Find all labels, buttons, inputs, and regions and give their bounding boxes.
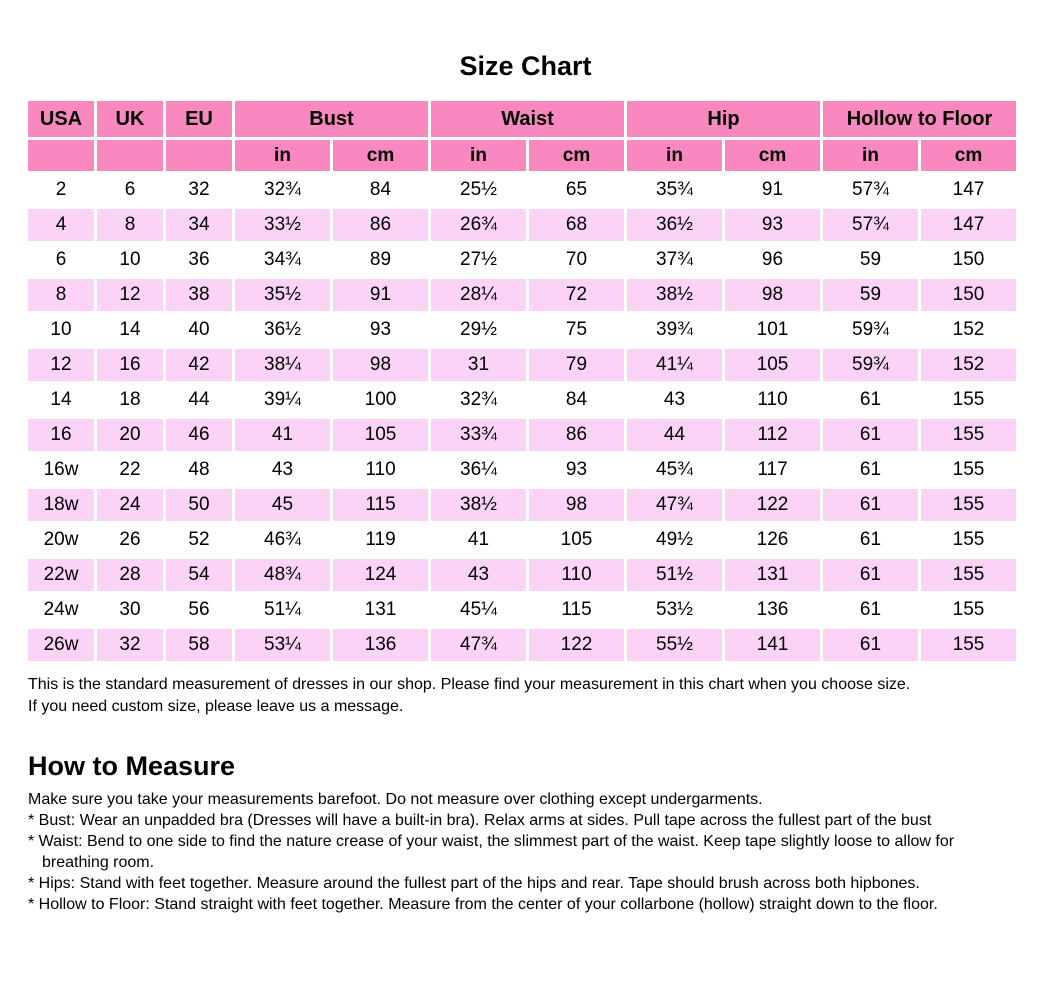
cell: 24w	[28, 594, 94, 626]
cell: 155	[921, 419, 1016, 451]
column-header-waist: Waist	[431, 101, 624, 137]
cell: 12	[97, 279, 163, 311]
cell: 122	[725, 489, 820, 521]
cell: 49½	[627, 524, 722, 556]
table-row	[28, 524, 1016, 556]
cell: 30	[97, 594, 163, 626]
cell: 57¾	[823, 174, 918, 206]
cell: 18	[97, 384, 163, 416]
cell: 51¼	[235, 594, 330, 626]
unit-header-cm: cm	[333, 140, 428, 171]
cell: 48¾	[235, 559, 330, 591]
cell: 115	[529, 594, 624, 626]
cell: 10	[28, 314, 94, 346]
cell: 12	[28, 349, 94, 381]
cell: 152	[921, 349, 1016, 381]
cell: 150	[921, 244, 1016, 276]
note-line-1: This is the standard measurement of dresses in our shop. Please find your measurement in this chart when you choose size.	[28, 676, 911, 693]
unit-header-row	[28, 140, 1016, 171]
cell: 47¾	[431, 629, 526, 661]
cell: 56	[166, 594, 232, 626]
size-table-body	[28, 174, 1016, 661]
cell: 27½	[431, 244, 526, 276]
cell: 41	[235, 419, 330, 451]
cell: 46	[166, 419, 232, 451]
unit-header-blank	[28, 140, 94, 171]
cell: 65	[529, 174, 624, 206]
table-row	[28, 489, 1016, 521]
cell: 31	[431, 349, 526, 381]
cell: 61	[823, 454, 918, 486]
cell: 126	[725, 524, 820, 556]
cell: 124	[333, 559, 428, 591]
cell: 55½	[627, 629, 722, 661]
cell: 41¼	[627, 349, 722, 381]
cell: 46¾	[235, 524, 330, 556]
table-row	[28, 629, 1016, 661]
cell: 44	[627, 419, 722, 451]
cell: 8	[28, 279, 94, 311]
table-row	[28, 349, 1016, 381]
cell: 35½	[235, 279, 330, 311]
cell: 6	[97, 174, 163, 206]
how-to-measure-heading: How to Measure	[28, 751, 236, 781]
cell: 14	[28, 384, 94, 416]
cell: 147	[921, 209, 1016, 241]
measure-bust-line: * Bust: Wear an unpadded bra (Dresses will have a built-in bra). Relax arms at sides. Pull tape across the fullest part of the bust	[28, 812, 932, 829]
cell: 86	[333, 209, 428, 241]
cell: 32¾	[431, 384, 526, 416]
cell: 98	[725, 279, 820, 311]
cell: 33¾	[431, 419, 526, 451]
cell: 36	[166, 244, 232, 276]
cell: 53¼	[235, 629, 330, 661]
cell: 16	[97, 349, 163, 381]
cell: 110	[725, 384, 820, 416]
unit-header-in: in	[823, 140, 918, 171]
note-line-2: If you need custom size, please leave us a message.	[28, 698, 404, 715]
cell: 105	[725, 349, 820, 381]
cell: 26¾	[431, 209, 526, 241]
column-header-eu: EU	[166, 101, 232, 137]
cell: 110	[333, 454, 428, 486]
unit-header-cm: cm	[725, 140, 820, 171]
cell: 35¾	[627, 174, 722, 206]
cell: 41	[431, 524, 526, 556]
cell: 59	[823, 279, 918, 311]
notes-section	[28, 674, 1023, 718]
cell: 155	[921, 594, 1016, 626]
cell: 50	[166, 489, 232, 521]
cell: 98	[333, 349, 428, 381]
cell: 32	[97, 629, 163, 661]
cell: 43	[431, 559, 526, 591]
cell: 8	[97, 209, 163, 241]
cell: 36½	[627, 209, 722, 241]
cell: 22	[97, 454, 163, 486]
unit-header-in: in	[627, 140, 722, 171]
cell: 105	[529, 524, 624, 556]
cell: 61	[823, 594, 918, 626]
column-header-hip: Hip	[627, 101, 820, 137]
cell: 24	[97, 489, 163, 521]
cell: 122	[529, 629, 624, 661]
cell: 59¾	[823, 314, 918, 346]
cell: 84	[333, 174, 428, 206]
cell: 39¾	[627, 314, 722, 346]
cell: 61	[823, 559, 918, 591]
cell: 136	[725, 594, 820, 626]
cell: 91	[725, 174, 820, 206]
cell: 155	[921, 629, 1016, 661]
cell: 86	[529, 419, 624, 451]
cell: 38¼	[235, 349, 330, 381]
cell: 54	[166, 559, 232, 591]
cell: 89	[333, 244, 428, 276]
cell: 32	[166, 174, 232, 206]
cell: 26	[97, 524, 163, 556]
cell: 14	[97, 314, 163, 346]
unit-header-in: in	[235, 140, 330, 171]
cell: 155	[921, 559, 1016, 591]
cell: 38½	[431, 489, 526, 521]
column-header-usa: USA	[28, 101, 94, 137]
cell: 38	[166, 279, 232, 311]
table-row	[28, 454, 1016, 486]
table-row	[28, 279, 1016, 311]
cell: 105	[333, 419, 428, 451]
table-row	[28, 384, 1016, 416]
cell: 110	[529, 559, 624, 591]
table-row	[28, 174, 1016, 206]
cell: 22w	[28, 559, 94, 591]
cell: 32¾	[235, 174, 330, 206]
cell: 72	[529, 279, 624, 311]
cell: 91	[333, 279, 428, 311]
cell: 59	[823, 244, 918, 276]
cell: 61	[823, 419, 918, 451]
cell: 141	[725, 629, 820, 661]
cell: 48	[166, 454, 232, 486]
column-header-uk: UK	[97, 101, 163, 137]
cell: 40	[166, 314, 232, 346]
cell: 43	[235, 454, 330, 486]
page-title: Size Chart	[459, 51, 592, 81]
unit-header-cm: cm	[921, 140, 1016, 171]
cell: 45¼	[431, 594, 526, 626]
cell: 58	[166, 629, 232, 661]
cell: 155	[921, 454, 1016, 486]
cell: 34	[166, 209, 232, 241]
cell: 98	[529, 489, 624, 521]
cell: 43	[627, 384, 722, 416]
size-table	[25, 98, 1019, 664]
column-header-bust: Bust	[235, 101, 428, 137]
cell: 44	[166, 384, 232, 416]
cell: 52	[166, 524, 232, 556]
unit-header-cm: cm	[529, 140, 624, 171]
cell: 79	[529, 349, 624, 381]
table-row	[28, 419, 1016, 451]
table-row	[28, 559, 1016, 591]
cell: 150	[921, 279, 1016, 311]
cell: 42	[166, 349, 232, 381]
cell: 61	[823, 489, 918, 521]
cell: 39¼	[235, 384, 330, 416]
cell: 84	[529, 384, 624, 416]
cell: 47¾	[627, 489, 722, 521]
cell: 33½	[235, 209, 330, 241]
cell: 101	[725, 314, 820, 346]
cell: 96	[725, 244, 820, 276]
cell: 36¼	[431, 454, 526, 486]
cell: 75	[529, 314, 624, 346]
cell: 45	[235, 489, 330, 521]
unit-header-blank	[166, 140, 232, 171]
cell: 61	[823, 384, 918, 416]
cell: 28	[97, 559, 163, 591]
cell: 20w	[28, 524, 94, 556]
cell: 57¾	[823, 209, 918, 241]
measure-hollow-line: * Hollow to Floor: Stand straight with feet together. Measure from the center of your collarbone (hollow) straight down to the floor.	[28, 896, 938, 913]
cell: 29½	[431, 314, 526, 346]
cell: 93	[333, 314, 428, 346]
cell: 70	[529, 244, 624, 276]
cell: 112	[725, 419, 820, 451]
how-to-measure-section	[28, 789, 1023, 915]
cell: 115	[333, 489, 428, 521]
cell: 45¾	[627, 454, 722, 486]
cell: 51½	[627, 559, 722, 591]
column-header-hollow-to-floor: Hollow to Floor	[823, 101, 1016, 137]
cell: 25½	[431, 174, 526, 206]
cell: 26w	[28, 629, 94, 661]
table-row	[28, 209, 1016, 241]
cell: 155	[921, 489, 1016, 521]
cell: 16	[28, 419, 94, 451]
cell: 147	[921, 174, 1016, 206]
cell: 38½	[627, 279, 722, 311]
size-table-head	[28, 101, 1016, 171]
unit-header-blank	[97, 140, 163, 171]
cell: 61	[823, 524, 918, 556]
table-row	[28, 244, 1016, 276]
cell: 155	[921, 384, 1016, 416]
measure-intro-line: Make sure you take your measurements barefoot. Do not measure over clothing except undergarments.	[28, 791, 763, 808]
table-row	[28, 594, 1016, 626]
cell: 131	[725, 559, 820, 591]
cell: 93	[529, 454, 624, 486]
cell: 4	[28, 209, 94, 241]
measure-waist-line: * Waist: Bend to one side to find the nature crease of your waist, the slimmest part of the waist. Keep tape slightly loose to allow for breathing room.	[28, 833, 955, 871]
cell: 155	[921, 524, 1016, 556]
cell: 53½	[627, 594, 722, 626]
cell: 2	[28, 174, 94, 206]
cell: 18w	[28, 489, 94, 521]
cell: 136	[333, 629, 428, 661]
cell: 61	[823, 629, 918, 661]
cell: 34¾	[235, 244, 330, 276]
cell: 100	[333, 384, 428, 416]
cell: 37¾	[627, 244, 722, 276]
cell: 93	[725, 209, 820, 241]
unit-header-in: in	[431, 140, 526, 171]
cell: 68	[529, 209, 624, 241]
cell: 36½	[235, 314, 330, 346]
cell: 59¾	[823, 349, 918, 381]
cell: 152	[921, 314, 1016, 346]
cell: 28¼	[431, 279, 526, 311]
cell: 131	[333, 594, 428, 626]
group-header-row	[28, 101, 1016, 137]
table-row	[28, 314, 1016, 346]
cell: 10	[97, 244, 163, 276]
cell: 16w	[28, 454, 94, 486]
cell: 20	[97, 419, 163, 451]
cell: 119	[333, 524, 428, 556]
measure-hips-line: * Hips: Stand with feet together. Measure around the fullest part of the hips and rear. Tape should brush across both hipbones.	[28, 875, 920, 892]
cell: 117	[725, 454, 820, 486]
cell: 6	[28, 244, 94, 276]
